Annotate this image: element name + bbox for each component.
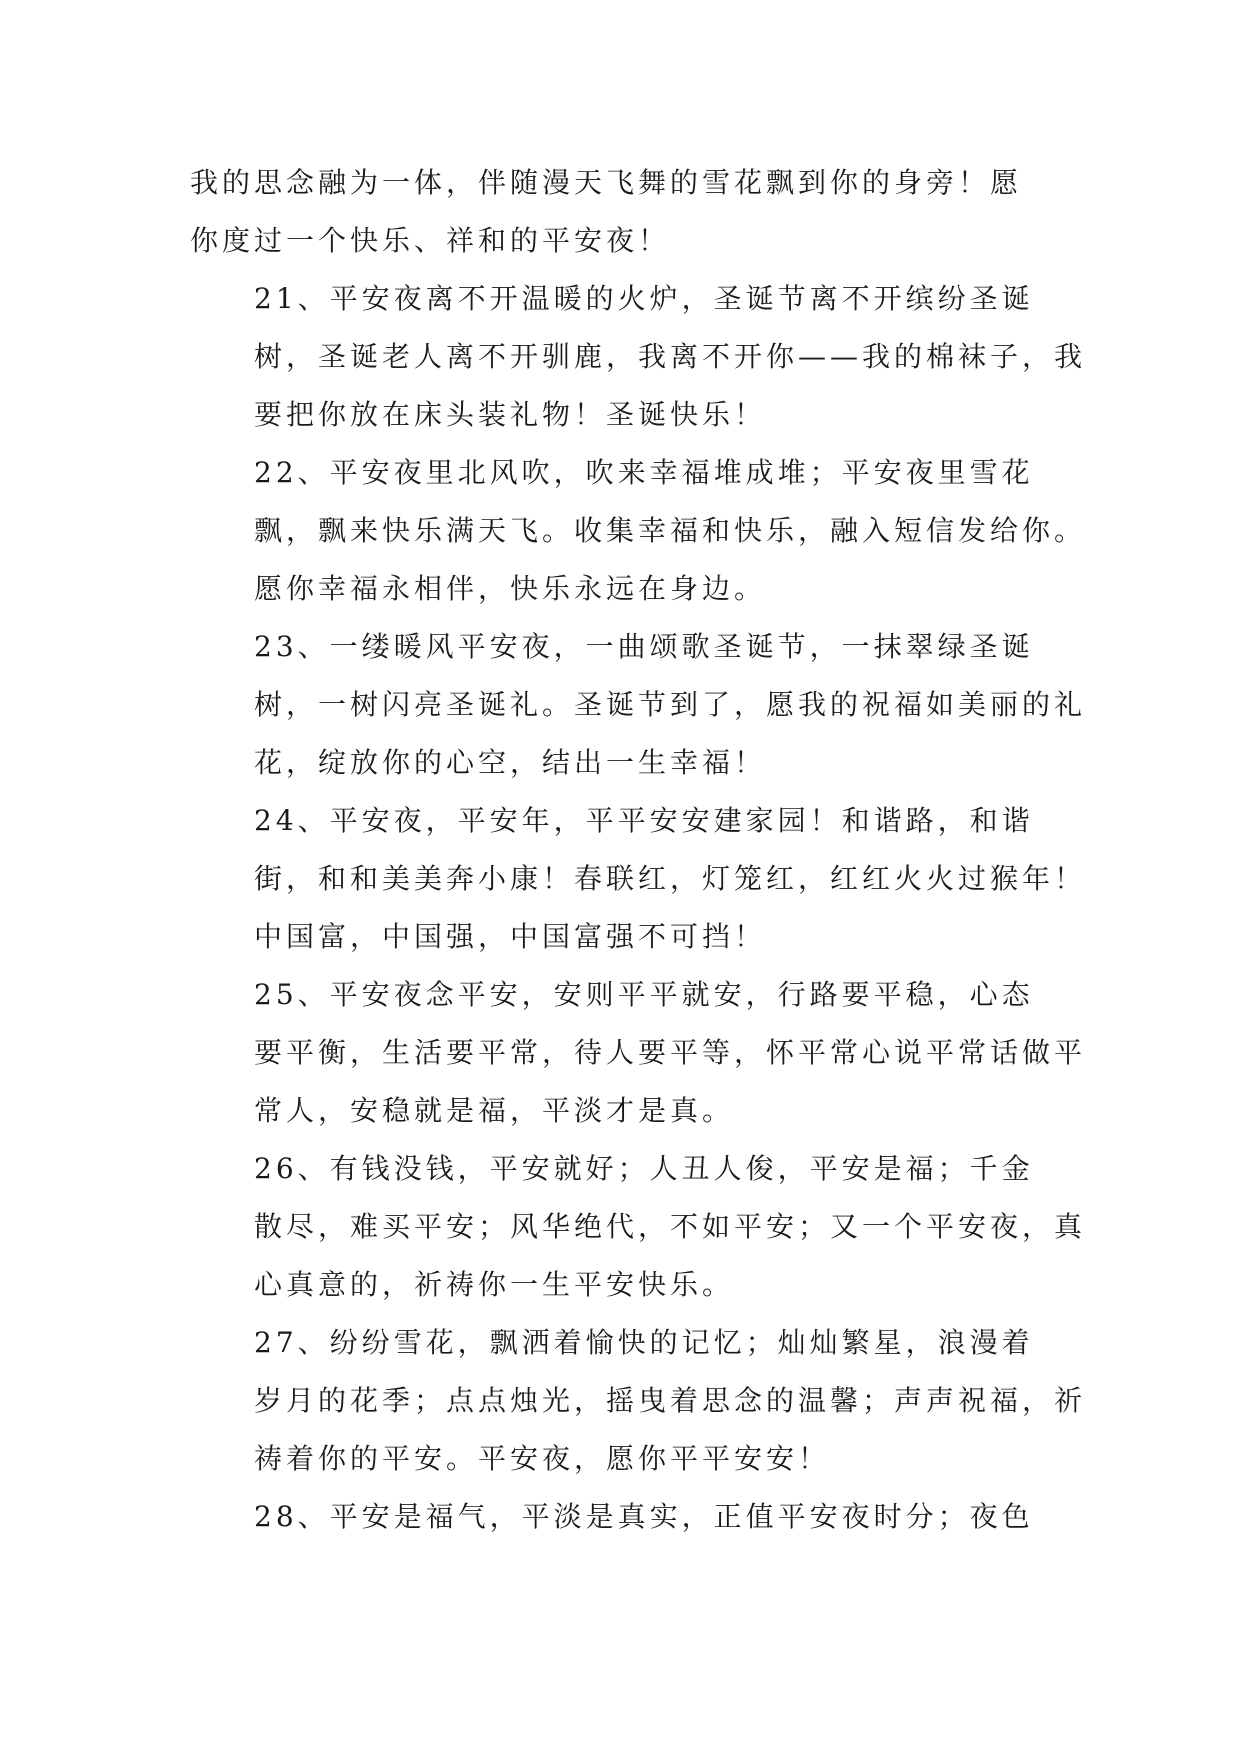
document-body (190, 154, 1087, 1546)
text-line: 要平衡，生活要平常，待人要平等，怀平常心说平常话做平 (254, 1036, 1087, 1069)
text-line: 21、平安夜离不开温暖的火炉，圣诞节离不开缤纷圣诞 (254, 282, 1034, 315)
paragraph-item-28 (190, 1488, 1060, 1546)
text-line: 中国富，中国强，中国富强不可挡！ (254, 920, 767, 953)
text-line: 要把你放在床头装礼物！圣诞快乐！ (254, 398, 767, 431)
text-line: 常人，安稳就是福，平淡才是真。 (254, 1094, 735, 1127)
text-line: 岁月的花季；点点烛光，摇曳着思念的温馨；声声祝福，祈 (254, 1384, 1087, 1417)
paragraph-item-26 (190, 1140, 1087, 1314)
paragraph-item-24 (190, 792, 1087, 966)
text-line: 26、有钱没钱，平安就好；人丑人俊，平安是福；千金 (254, 1152, 1034, 1185)
paragraph-item-25 (190, 966, 1087, 1140)
text-line: 飘，飘来快乐满天飞。收集幸福和快乐，融入短信发给你。 (254, 514, 1087, 547)
text-line: 23、一缕暖风平安夜，一曲颂歌圣诞节，一抹翠绿圣诞 (254, 630, 1034, 663)
text-line: 心真意的，祈祷你一生平安快乐。 (254, 1268, 735, 1301)
paragraph-item-21 (190, 270, 1087, 444)
paragraph-continuation (190, 154, 1060, 270)
text-line: 树，圣诞老人离不开驯鹿，我离不开你——我的棉袜子，我 (254, 340, 1087, 373)
text-line: 树，一树闪亮圣诞礼。圣诞节到了，愿我的祝福如美丽的礼 (254, 688, 1087, 721)
text-line: 24、平安夜，平安年，平平安安建家园！和谐路，和谐 (254, 804, 1034, 837)
text-line: 27、纷纷雪花，飘洒着愉快的记忆；灿灿繁星，浪漫着 (254, 1326, 1034, 1359)
text-line: 28、平安是福气，平淡是真实，正值平安夜时分；夜色 (254, 1500, 1034, 1533)
paragraph-item-27 (190, 1314, 1087, 1488)
text-line: 你度过一个快乐、祥和的平安夜！ (190, 224, 671, 257)
text-line: 花，绽放你的心空，结出一生幸福！ (254, 746, 767, 779)
text-line: 街，和和美美奔小康！春联红，灯笼红，红红火火过猴年！ (254, 862, 1087, 895)
text-line: 愿你幸福永相伴，快乐永远在身边。 (254, 572, 767, 605)
text-line: 我的思念融为一体，伴随漫天飞舞的雪花飘到你的身旁！愿 (190, 166, 1023, 199)
text-line: 祷着你的平安。平安夜，愿你平平安安！ (254, 1442, 831, 1475)
paragraph-item-22 (190, 444, 1087, 618)
text-line: 25、平安夜念平安，安则平平就安，行路要平稳，心态 (254, 978, 1034, 1011)
text-line: 散尽，难买平安；风华绝代，不如平安；又一个平安夜，真 (254, 1210, 1087, 1243)
text-line: 22、平安夜里北风吹，吹来幸福堆成堆；平安夜里雪花 (254, 456, 1034, 489)
paragraph-item-23 (190, 618, 1087, 792)
